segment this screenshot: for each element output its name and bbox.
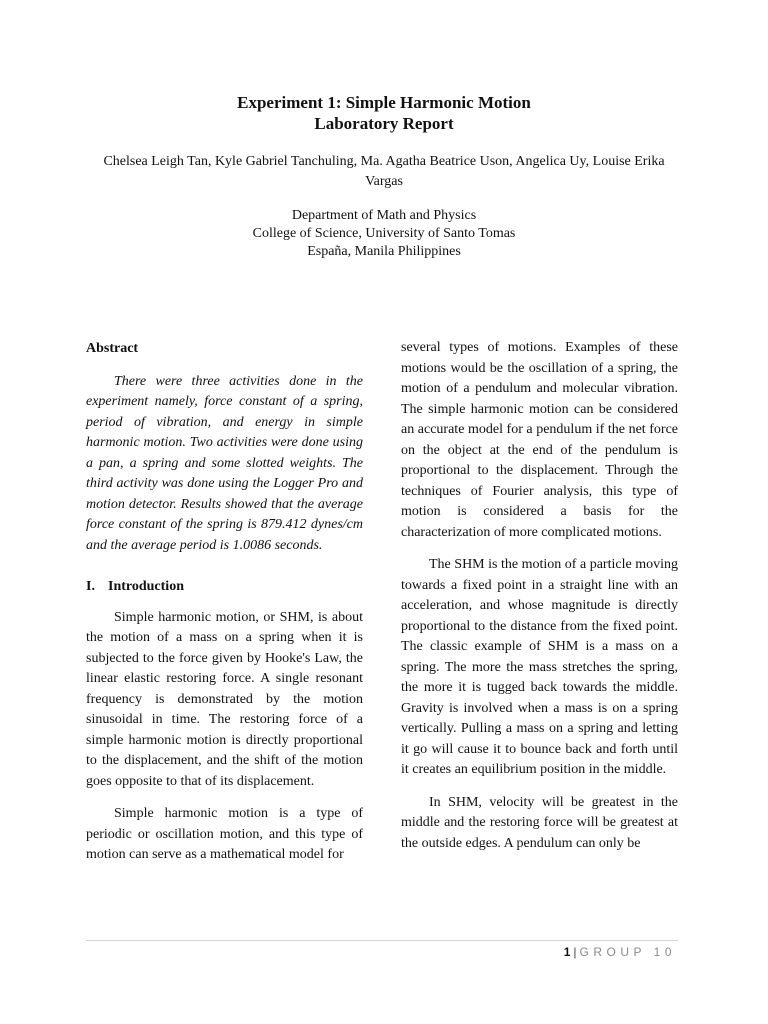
affiliation-location: España, Manila Philippines [307,244,461,259]
paper-title [0,92,768,134]
intro-paragraph-2-continued: several types of motions. Examples of these motions would be the oscillation of a spring, the motion of a pendulum and molecular vibration. The simple harmonic motion can be considered an accurate model for a pendulum if the net force on the object at the end of the pendulum is proportional to the displacement. Through the techniques of Fourier analysis, this type of motion is considered a basis for the characterization of more complicated motions. [401,340,678,540]
left-column [86,338,363,866]
intro-paragraph-4: In SHM, velocity will be greatest in the middle and the restoring force will be greatest at the outside edges. A pendulum can only be [401,794,678,851]
title-line-2: Laboratory Report [314,114,454,133]
footer-separator: | [573,945,577,959]
author-list: Chelsea Leigh Tan, Kyle Gabriel Tanchuling, Ma. Agatha Beatrice Uson, Angelica Uy, Louise Erika Vargas [103,154,665,189]
page-footer [564,944,676,960]
section-title: Introduction [108,579,184,594]
paper-header [0,92,768,261]
group-label: GROUP 10 [579,945,676,959]
affiliation [0,207,768,261]
footer-divider [86,940,678,941]
affiliation-department: Department of Math and Physics [291,208,477,223]
page-number: 1 [563,945,571,959]
introduction-heading [86,577,363,598]
affiliation-college: College of Science, University of Santo Tomas [252,226,516,241]
title-line-1: Experiment 1: Simple Harmonic Motion [237,93,531,112]
abstract-body: There were three activities done in the experiment namely, force constant of a spring, period of vibration, and energy in simple harmonic motion. Two activities were done using a pan, a spring and some slotted weights. The third activity was done using the Logger Pro and motion detector. Results showed that the average force constant of the spring is 879.412 dynes/cm and the average period is 1.0086 seconds. [86,373,363,553]
intro-paragraph-3: The SHM is the motion of a particle moving towards a fixed point in a straight line with an acceleration, and whose magnitude is directly proportional to the distance from the fixed point. The classic example of SHM is a mass on a spring. The more the mass stretches the spring, the more it is tugged back towards the middle. Gravity is involved when a mass is on a spring vertically. Pulling a mass on a spring and letting it go will cause it to bounce back and forth until it creates an equilibrium position in the middle. [401,557,678,777]
intro-paragraph-2: Simple harmonic motion is a type of periodic or oscillation motion, and this type of motion can serve as a mathematical model for [86,806,363,862]
section-number: I. [86,579,95,594]
intro-paragraph-1: Simple harmonic motion, or SHM, is about the motion of a mass on a spring when it is subjected to the force given by Hooke's Law, the linear elastic restoring force. A single resonant frequency is demonstrated by the motion sinusoidal in time. The restoring force of a simple harmonic motion is directly proportional to the displacement, and the shift of the motion goes opposite to that of its displacement. [86,609,363,789]
abstract-heading: Abstract [86,341,139,356]
right-column [401,338,678,854]
